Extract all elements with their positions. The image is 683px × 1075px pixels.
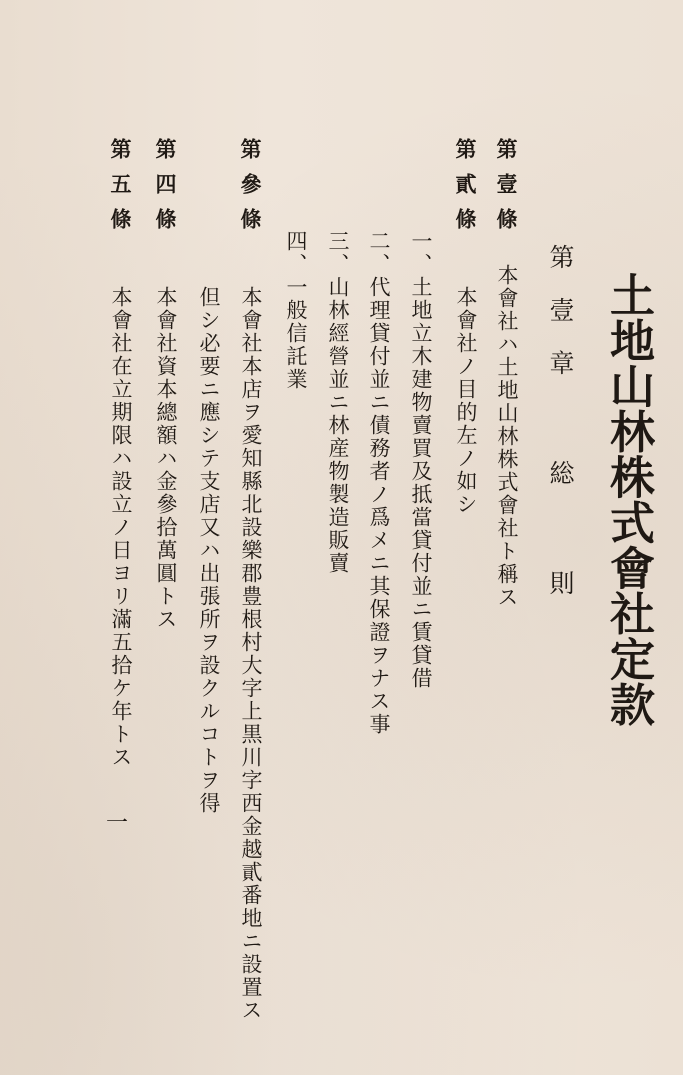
document-title: 土地山林株式會社定款	[602, 272, 655, 727]
purpose-item-1: 一、土地立木建物賣買及抵當貸付並ニ賃貸借	[409, 230, 433, 690]
article-2-text: 本會社ノ目的左ノ如シ	[454, 286, 478, 516]
purpose-item-2: 二、代理貸付並ニ債務者ノ爲メニ其保證ヲナス事	[367, 230, 391, 736]
purpose-item-4: 四、一般信託業	[284, 230, 308, 391]
article-2-label: 第貳條	[453, 138, 478, 243]
chapter-heading: 第壹章 総 則	[546, 244, 575, 623]
article-3-continuation: 但シ必要ニ應シテ支店又ハ出張所ヲ設クルコトヲ得	[197, 286, 221, 815]
article-1-text: 本會社ハ土地山林株式會社ト稱ス	[495, 264, 519, 609]
purpose-item-3: 三、山林經營並ニ林産物製造販賣	[326, 230, 350, 575]
article-4-label: 第四條	[153, 138, 178, 243]
article-3-label: 第參條	[238, 138, 263, 243]
page-number: 一	[106, 811, 129, 836]
article-3-text: 本會社本店ヲ愛知縣北設樂郡豊根村大字上黒川字西金越貳番地ニ設置ス	[239, 286, 263, 1022]
article-1-label: 第壹條	[494, 138, 519, 243]
article-4-text: 本會社資本總額ハ金參拾萬圓トス	[154, 286, 178, 631]
article-5-text: 本會社在立期限ハ設立ノ日ヨリ滿五拾ケ年トス	[109, 286, 133, 769]
article-5-label: 第五條	[108, 138, 133, 243]
